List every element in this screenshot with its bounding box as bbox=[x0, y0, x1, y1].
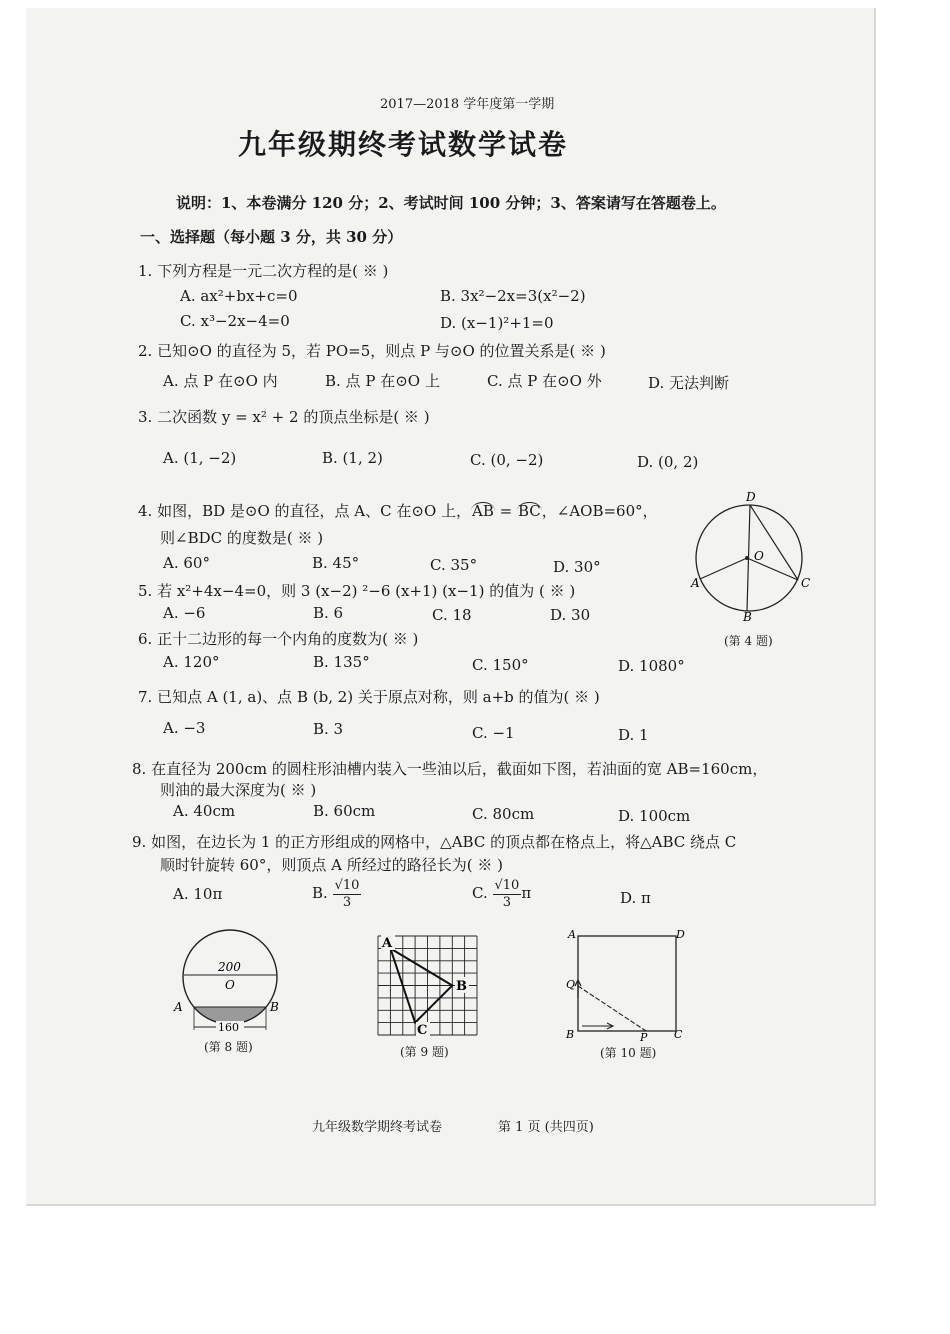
exam-instructions: 说明：1、本卷满分 120 分；2、考试时间 100 分钟；3、答案请写在答题卷上。 bbox=[176, 194, 726, 212]
question-9: 9. 如图，在边长为 1 的正方形组成的网格中，△ABC 的顶点都在格点上，将△ABC 绕点 C bbox=[132, 833, 737, 851]
fig9-label-a: A bbox=[382, 936, 393, 951]
q5-option-a: A. −6 bbox=[163, 604, 206, 622]
q9-option-b-fraction bbox=[333, 878, 362, 910]
figure-q8 bbox=[170, 922, 290, 1037]
footer-title: 九年级数学期终考试卷 bbox=[312, 1120, 443, 1135]
question-1: 1. 下列方程是一元二次方程的是( ※ ) bbox=[138, 262, 389, 280]
q4-stem-start: 4. 如图，BD 是⊙O 的直径，点 A、C 在⊙O 上， bbox=[138, 502, 472, 520]
q4-stem-end: ，∠AOB=60°， bbox=[541, 502, 658, 520]
question-3: 3. 二次函数 y = x² + 2 的顶点坐标是( ※ ) bbox=[138, 408, 430, 426]
q4-option-a: A. 60° bbox=[163, 554, 210, 572]
q9-option-c-numerator: √10 bbox=[494, 878, 520, 893]
fig10-segment-qp bbox=[578, 986, 646, 1031]
q3-option-a: A. (1, −2) bbox=[163, 449, 237, 467]
question-8: 8. 在直径为 200cm 的圆柱形油槽内装入一些油以后，截面如下图，若油面的宽 AB=160cm， bbox=[132, 760, 768, 778]
q4-option-c: C. 35° bbox=[430, 556, 478, 574]
q7-option-d: D. 1 bbox=[618, 726, 649, 744]
q9-option-b-denominator: 3 bbox=[342, 894, 352, 910]
fig4-label-c: C bbox=[801, 576, 811, 590]
page-number: 第 1 页 (共四页) bbox=[498, 1120, 594, 1135]
fig8-label-200: 200 bbox=[218, 960, 241, 974]
question-4-line2: 则∠BDC 的度数是( ※ ) bbox=[160, 529, 324, 547]
q1-option-a: A. ax²+bx+c=0 bbox=[180, 287, 298, 305]
question-9-line2: 顺时针旋转 60°，则顶点 A 所经过的路径长为( ※ ) bbox=[160, 856, 503, 874]
q7-option-a: A. −3 bbox=[163, 719, 206, 737]
q3-option-d: D. (0, 2) bbox=[637, 453, 699, 471]
q2-option-d: D. 无法判断 bbox=[648, 374, 730, 392]
fig10-label-d: D bbox=[676, 928, 685, 941]
q4-equals: = bbox=[494, 502, 517, 520]
q9-option-b bbox=[312, 878, 361, 910]
fig8-label-o: O bbox=[225, 978, 235, 992]
q7-option-c: C. −1 bbox=[472, 724, 515, 742]
figure-q4-caption: (第 4 题) bbox=[724, 634, 773, 648]
q8-option-a: A. 40cm bbox=[173, 802, 236, 820]
q9-option-c bbox=[472, 878, 531, 910]
q9-option-c-fraction bbox=[493, 878, 522, 910]
question-6: 6. 正十二边形的每一个内角的度数为( ※ ) bbox=[138, 630, 419, 648]
q6-option-c: C. 150° bbox=[472, 656, 529, 674]
fig4-label-d: D bbox=[746, 490, 756, 504]
q4-option-d: D. 30° bbox=[553, 558, 601, 576]
fig8-label-b: B bbox=[270, 1000, 279, 1014]
question-5: 5. 若 x²+4x−4=0，则 3 (x−2) ²−6 (x+1) (x−1) 的值为 ( ※ ) bbox=[138, 582, 576, 600]
figure-q10-caption: (第 10 题) bbox=[600, 1046, 657, 1060]
question-2: 2. 已知⊙O 的直径为 5，若 PO=5，则点 P 与⊙O 的位置关系是( ※ ) bbox=[138, 342, 606, 360]
q9-option-b-numerator: √10 bbox=[334, 878, 360, 893]
q7-option-b: B. 3 bbox=[313, 720, 344, 738]
q3-option-b: B. (1, 2) bbox=[322, 449, 383, 467]
q3-option-c: C. (0, −2) bbox=[470, 451, 544, 469]
school-year: 2017—2018 学年度第一学期 bbox=[380, 97, 555, 112]
fig9-label-b: B bbox=[456, 979, 467, 994]
q1-option-b: B. 3x²−2x=3(x²−2) bbox=[440, 287, 586, 305]
fig4-chord-dc bbox=[750, 505, 798, 580]
q6-option-b: B. 135° bbox=[313, 653, 370, 671]
q8-option-d: D. 100cm bbox=[618, 807, 691, 825]
q9-option-a: A. 10π bbox=[173, 885, 223, 903]
q1-option-c: C. x³−2x−4=0 bbox=[180, 312, 290, 330]
fig10-label-p: P bbox=[640, 1031, 648, 1042]
fig10-label-a: A bbox=[568, 928, 576, 941]
q6-option-a: A. 120° bbox=[163, 653, 220, 671]
q2-option-b: B. 点 P 在⊙O 上 bbox=[325, 372, 440, 390]
q5-option-b: B. 6 bbox=[313, 604, 344, 622]
q6-option-d: D. 1080° bbox=[618, 657, 685, 675]
q4-arc-ab: AB bbox=[472, 502, 494, 520]
question-7: 7. 已知点 A (1, a)、点 B (b, 2) 关于原点对称，则 a+b 的值为( ※ ) bbox=[138, 688, 600, 706]
fig4-label-a: A bbox=[691, 576, 700, 590]
figure-q4 bbox=[690, 488, 815, 623]
figure-q10 bbox=[560, 924, 690, 1042]
figure-q8-caption: (第 8 题) bbox=[204, 1040, 253, 1054]
figure-q9 bbox=[372, 930, 482, 1040]
fig4-label-b: B bbox=[743, 610, 752, 623]
fig10-label-q: Q bbox=[566, 978, 576, 991]
q9-option-b-label: B. bbox=[312, 884, 328, 903]
q5-option-c: C. 18 bbox=[432, 606, 472, 624]
q2-option-c: C. 点 P 在⊙O 外 bbox=[487, 372, 602, 390]
fig8-label-a: A bbox=[174, 1000, 183, 1014]
fig4-radius-oa bbox=[700, 558, 747, 579]
q2-option-a: A. 点 P 在⊙O 内 bbox=[163, 372, 278, 390]
q4-arc-bc: BC bbox=[517, 502, 541, 520]
q8-option-c: C. 80cm bbox=[472, 805, 535, 823]
question-8-line2: 则油的最大深度为( ※ ) bbox=[160, 781, 317, 799]
q4-option-b: B. 45° bbox=[312, 554, 360, 572]
q9-option-d: D. π bbox=[620, 889, 651, 907]
q9-option-c-pi: π bbox=[521, 884, 532, 903]
figure-q9-caption: (第 9 题) bbox=[400, 1045, 449, 1059]
fig4-label-o: O bbox=[754, 549, 764, 563]
q9-option-c-denominator: 3 bbox=[502, 894, 512, 910]
q5-option-d: D. 30 bbox=[550, 606, 591, 624]
q1-option-d: D. (x−1)²+1=0 bbox=[440, 314, 554, 332]
fig10-label-b: B bbox=[566, 1028, 575, 1041]
fig10-square bbox=[578, 936, 676, 1031]
q9-option-c-label: C. bbox=[472, 884, 488, 903]
fig9-label-c: C bbox=[417, 1023, 428, 1038]
question-4 bbox=[138, 500, 658, 521]
fig8-label-160: 160 bbox=[218, 1021, 239, 1034]
section-heading: 一、选择题（每小题 3 分，共 30 分） bbox=[140, 228, 403, 246]
fig4-center-point bbox=[745, 556, 749, 560]
fig10-label-c: C bbox=[674, 1028, 683, 1041]
exam-title: 九年级期终考试数学试卷 bbox=[238, 128, 569, 161]
q8-option-b: B. 60cm bbox=[313, 802, 376, 820]
